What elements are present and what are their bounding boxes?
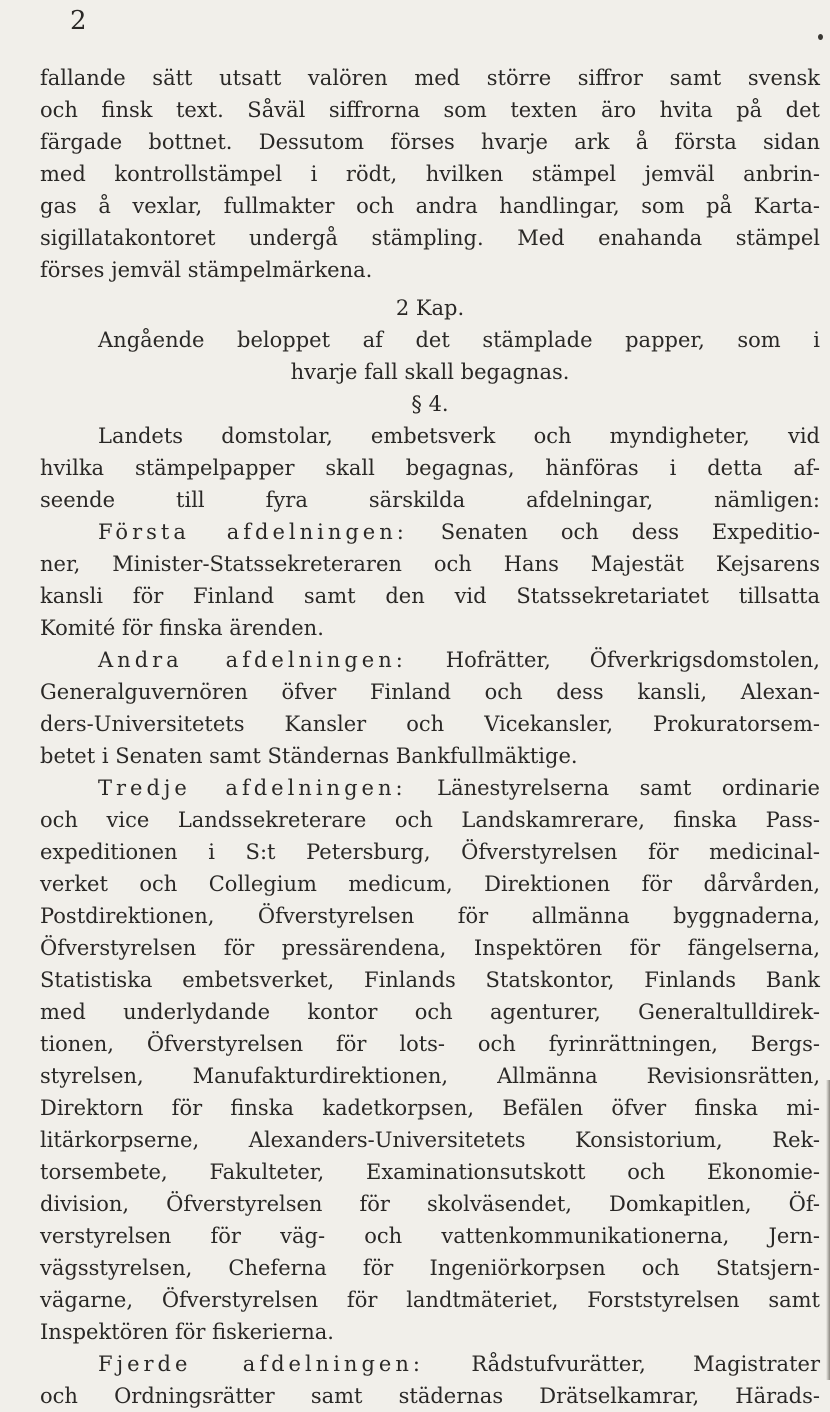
division-label: Andra afdelningen:: [98, 648, 407, 672]
division-text: Hofrätter, Öfverkrigsdomstolen,: [445, 648, 820, 672]
division-text: Rådstufvurätter, Magistrater: [471, 1352, 820, 1376]
text-line: vägarne, Öfverstyrelsen för landtmäteriet, Forststyrelsen samt: [40, 1288, 820, 1312]
chapter-heading: 2 Kap.: [395, 296, 465, 320]
text-line: kansli för Finland samt den vid Statssekretariatet tillsatta: [40, 584, 820, 608]
text-line: färgade bottnet. Dessutom förses hvarje ark å första sidan: [40, 130, 820, 154]
chapter-title: Angående beloppet af det stämplade papper, som i: [98, 328, 820, 352]
text-line: med kontrollstämpel i rödt, hvilken stämpel jemväl anbrin-: [40, 162, 820, 186]
page-body: [40, 62, 820, 1412]
division-label: Första afdelningen:: [98, 520, 408, 544]
scan-edge-shadow: [826, 1080, 830, 1380]
text-line: sigillatakontoret undergå stämpling. Med enahanda stämpel: [40, 226, 820, 250]
text-line: [40, 644, 820, 676]
text-line: verstyrelsen för väg- och vattenkommunikationerna, Jern-: [40, 1224, 820, 1248]
division-text: Senaten och dess Expeditio-: [440, 520, 820, 544]
text-line: vägsstyrelsen, Cheferna för Ingeniörkorpsen och Statsjern-: [40, 1256, 820, 1280]
text-line: hvilka stämpelpapper skall begagnas, hänföras i detta af-: [40, 456, 820, 480]
text-line: [40, 516, 820, 548]
division-label: Tredje afdelningen:: [98, 776, 407, 800]
text-line: seende till fyra särskilda afdelningar, nämligen:: [40, 488, 820, 512]
chapter-title: hvarje fall skall begagnas.: [290, 360, 570, 384]
text-line: Komité för finska ärenden.: [40, 616, 324, 640]
text-line: gas å vexlar, fullmakter och andra handlingar, som på Karta-: [40, 194, 820, 218]
text-line: ders-Universitetets Kansler och Vicekansler, Prokuratorsem-: [40, 712, 820, 736]
text-line: expeditionen i S:t Petersburg, Öfverstyrelsen för medicinal-: [40, 840, 820, 864]
text-line: och Ordningsrätter samt städernas Drätselkamrar, Härads-: [40, 1384, 820, 1408]
text-line: Statistiska embetsverket, Finlands Statskontor, Finlands Bank: [40, 968, 820, 992]
text-line: Postdirektionen, Öfverstyrelsen för allmänna byggnaderna,: [40, 904, 820, 928]
page-number: 2: [70, 6, 87, 36]
text-line: och finsk text. Såväl siffrorna som texten äro hvita på det: [40, 98, 820, 122]
text-line: Landets domstolar, embetsverk och myndigheter, vid: [98, 424, 820, 448]
text-line: litärkorpserne, Alexanders-Universitetets Konsistorium, Rek-: [40, 1128, 820, 1152]
text-line: förses jemväl stämpelmärkena.: [40, 258, 373, 282]
division-text: Länestyrelserna samt ordinarie: [437, 776, 820, 800]
text-line: Inspektören för fiskerierna.: [40, 1320, 334, 1344]
text-line: torsembete, Fakulteter, Examinationsutskott och Ekonomie-: [40, 1160, 820, 1184]
text-line: Generalguvernören öfver Finland och dess kansli, Alexan-: [40, 680, 820, 704]
ink-speck: [818, 34, 823, 40]
text-line: tionen, Öfverstyrelsen för lots- och fyrinrättningen, Bergs-: [40, 1032, 820, 1056]
text-line: ner, Minister-Statssekreteraren och Hans Majestät Kejsarens: [40, 552, 820, 576]
text-line: Direktorn för finska kadetkorpsen, Befälen öfver finska mi-: [40, 1096, 820, 1120]
text-line: division, Öfverstyrelsen för skolväsendet, Domkapitlen, Öf-: [40, 1192, 820, 1216]
text-line: [40, 772, 820, 804]
text-line: fallande sätt utsatt valören med större siffror samt svensk: [40, 66, 820, 90]
text-line: verket och Collegium medicum, Direktionen för dårvården,: [40, 872, 820, 896]
text-line: styrelsen, Manufakturdirektionen, Allmänna Revisionsrätten,: [40, 1064, 820, 1088]
section-heading: § 4.: [411, 392, 449, 416]
division-label: Fjerde afdelningen:: [98, 1352, 424, 1376]
text-line: betet i Senaten samt Ständernas Bankfullmäktige.: [40, 744, 578, 768]
text-line: [40, 1348, 820, 1380]
text-line: med underlydande kontor och agenturer, Generaltulldirek-: [40, 1000, 820, 1024]
text-line: och vice Landssekreterare och Landskamrerare, finska Pass-: [40, 808, 820, 832]
text-line: Öfverstyrelsen för pressärendena, Inspektören för fängelserna,: [40, 936, 820, 960]
